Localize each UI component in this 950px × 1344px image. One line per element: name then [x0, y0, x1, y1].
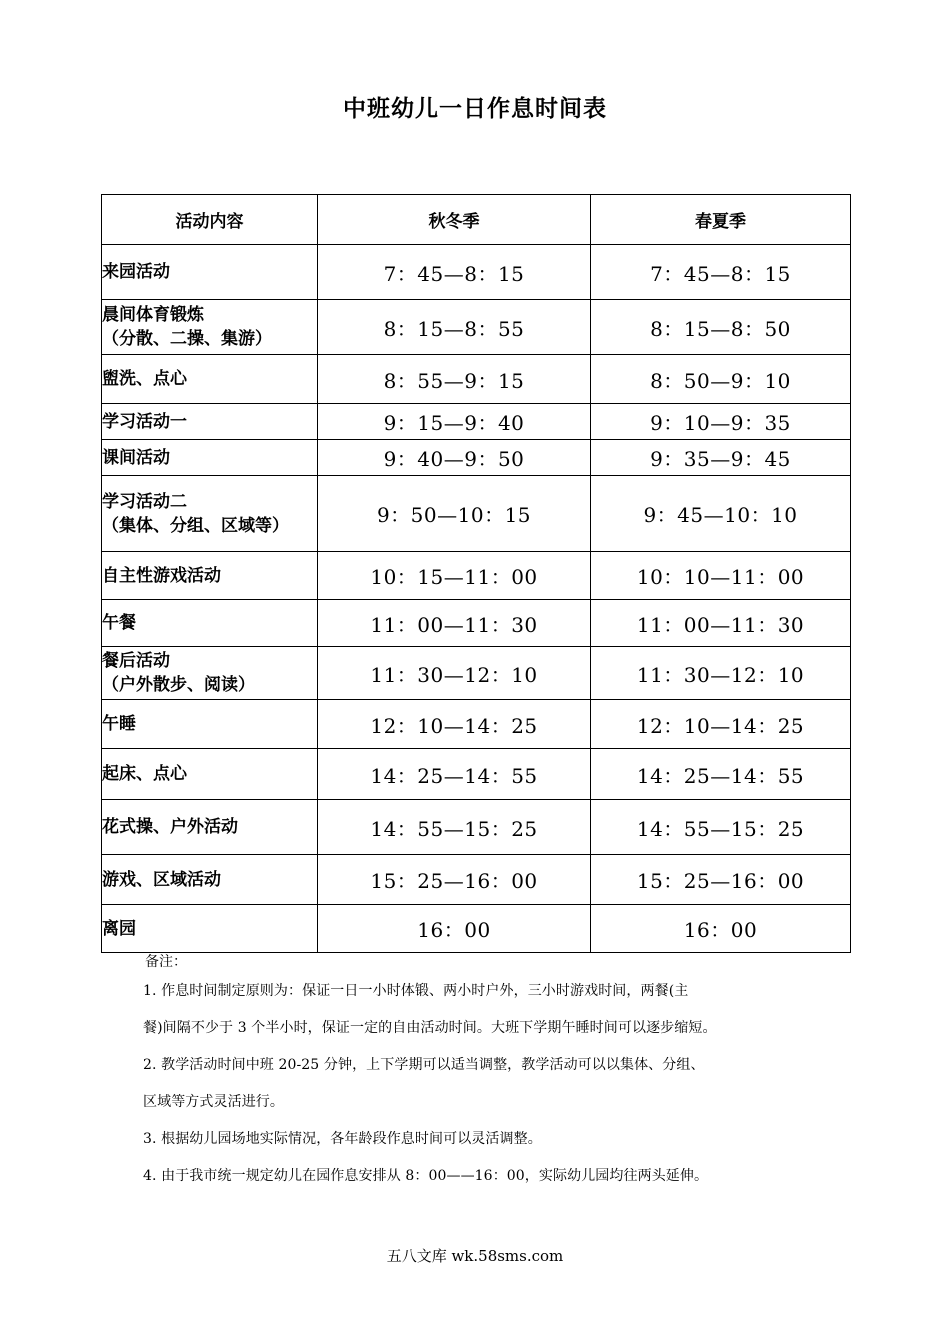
autumn-winter-time: 12：10—14：25 [318, 700, 591, 749]
table-row [102, 855, 851, 905]
spring-summer-time: 9：35—9：45 [591, 440, 851, 476]
activity-cell [102, 355, 318, 404]
activity-name: 课间活动 [102, 447, 170, 468]
activity-cell [102, 749, 318, 800]
table-row [102, 552, 851, 600]
table-row [102, 905, 851, 953]
activity-name: 晨间体育锻炼 [102, 305, 204, 325]
autumn-winter-time: 11：00—11：30 [318, 600, 591, 647]
table-row [102, 600, 851, 647]
spring-summer-time: 10：10—11：00 [591, 552, 851, 600]
activity-cell [102, 404, 318, 440]
table-row [102, 404, 851, 440]
autumn-winter-time: 7：45—8：15 [318, 245, 591, 300]
activity-name: 学习活动二 [102, 491, 187, 512]
activity-cell [102, 600, 318, 647]
note-line: 1. 作息时间制定原则为：保证一日一小时体锻、两小时户外，三小时游戏时间，两餐(主 [143, 983, 689, 999]
schedule-table [101, 194, 851, 953]
activity-name: 来园活动 [102, 262, 170, 282]
spring-summer-time: 14：25—14：55 [591, 749, 851, 800]
activity-detail: （集体、分组、区域等） [102, 515, 289, 536]
activity-name: 盥洗、点心 [102, 369, 187, 389]
table-row [102, 300, 851, 355]
activity-cell [102, 440, 318, 476]
notes-heading: 备注： [145, 954, 187, 970]
activity-name: 餐后活动 [102, 651, 170, 671]
spring-summer-time: 7：45—8：15 [591, 245, 851, 300]
autumn-winter-time: 9：40—9：50 [318, 440, 591, 476]
activity-cell [102, 300, 318, 355]
spring-summer-time: 11：30—12：10 [591, 647, 851, 700]
table-row [102, 800, 851, 855]
activity-name: 离园 [102, 918, 136, 939]
spring-summer-time: 14：55—15：25 [591, 800, 851, 855]
activity-name: 午睡 [102, 714, 136, 734]
autumn-winter-time: 10：15—11：00 [318, 552, 591, 600]
header-autumn-winter: 秋冬季 [318, 195, 591, 245]
activity-cell [102, 647, 318, 700]
note-line: 区域等方式灵活进行。 [143, 1094, 284, 1110]
table-row [102, 749, 851, 800]
table-row [102, 245, 851, 300]
activity-cell [102, 245, 318, 300]
table-header-row [102, 195, 851, 245]
note-line: 3. 根据幼儿园场地实际情况，各年龄段作息时间可以灵活调整。 [143, 1131, 542, 1147]
table-row [102, 440, 851, 476]
header-activity: 活动内容 [102, 195, 318, 245]
activity-cell [102, 855, 318, 905]
autumn-winter-time: 14：25—14：55 [318, 749, 591, 800]
spring-summer-time: 16：00 [591, 905, 851, 953]
header-spring-summer: 春夏季 [591, 195, 851, 245]
footer-watermark: 五八文库 wk.58sms.com [386, 1247, 564, 1265]
spring-summer-time: 8：15—8：50 [591, 300, 851, 355]
spring-summer-time: 9：10—9：35 [591, 404, 851, 440]
autumn-winter-time: 16：00 [318, 905, 591, 953]
activity-name: 起床、点心 [102, 764, 187, 784]
activity-cell [102, 700, 318, 749]
activity-name: 午餐 [102, 613, 136, 633]
table-row [102, 355, 851, 404]
spring-summer-time: 11：00—11：30 [591, 600, 851, 647]
autumn-winter-time: 11：30—12：10 [318, 647, 591, 700]
table-row [102, 476, 851, 552]
autumn-winter-time: 8：15—8：55 [318, 300, 591, 355]
note-line: 餐)间隔不少于 3 个半小时，保证一定的自由活动时间。大班下学期午睡时间可以逐步缩短。 [143, 1020, 717, 1036]
note-line: 4. 由于我市统一规定幼儿在园作息安排从 8：00——16：00，实际幼儿园均往两头延伸。 [143, 1168, 709, 1184]
table-row [102, 647, 851, 700]
table-row [102, 700, 851, 749]
activity-cell [102, 905, 318, 953]
activity-name: 自主性游戏活动 [102, 565, 221, 586]
activity-name: 游戏、区域活动 [102, 869, 221, 890]
notes-section [143, 951, 823, 1195]
autumn-winter-time: 8：55—9：15 [318, 355, 591, 404]
activity-cell [102, 800, 318, 855]
autumn-winter-time: 9：15—9：40 [318, 404, 591, 440]
page-title: 中班幼儿一日作息时间表 [343, 96, 607, 122]
autumn-winter-time: 15：25—16：00 [318, 855, 591, 905]
spring-summer-time: 8：50—9：10 [591, 355, 851, 404]
activity-cell [102, 476, 318, 552]
activity-detail: （户外散步、阅读） [102, 675, 255, 695]
autumn-winter-time: 14：55—15：25 [318, 800, 591, 855]
activity-cell [102, 552, 318, 600]
spring-summer-time: 15：25—16：00 [591, 855, 851, 905]
spring-summer-time: 12：10—14：25 [591, 700, 851, 749]
activity-detail: （分散、二操、集游） [102, 329, 272, 349]
activity-name: 学习活动一 [102, 411, 187, 432]
spring-summer-time: 9：45—10：10 [591, 476, 851, 552]
note-line: 2. 教学活动时间中班 20-25 分钟，上下学期可以适当调整，教学活动可以以集体、分组、 [143, 1057, 705, 1073]
autumn-winter-time: 9：50—10：15 [318, 476, 591, 552]
activity-name: 花式操、户外活动 [102, 817, 238, 837]
